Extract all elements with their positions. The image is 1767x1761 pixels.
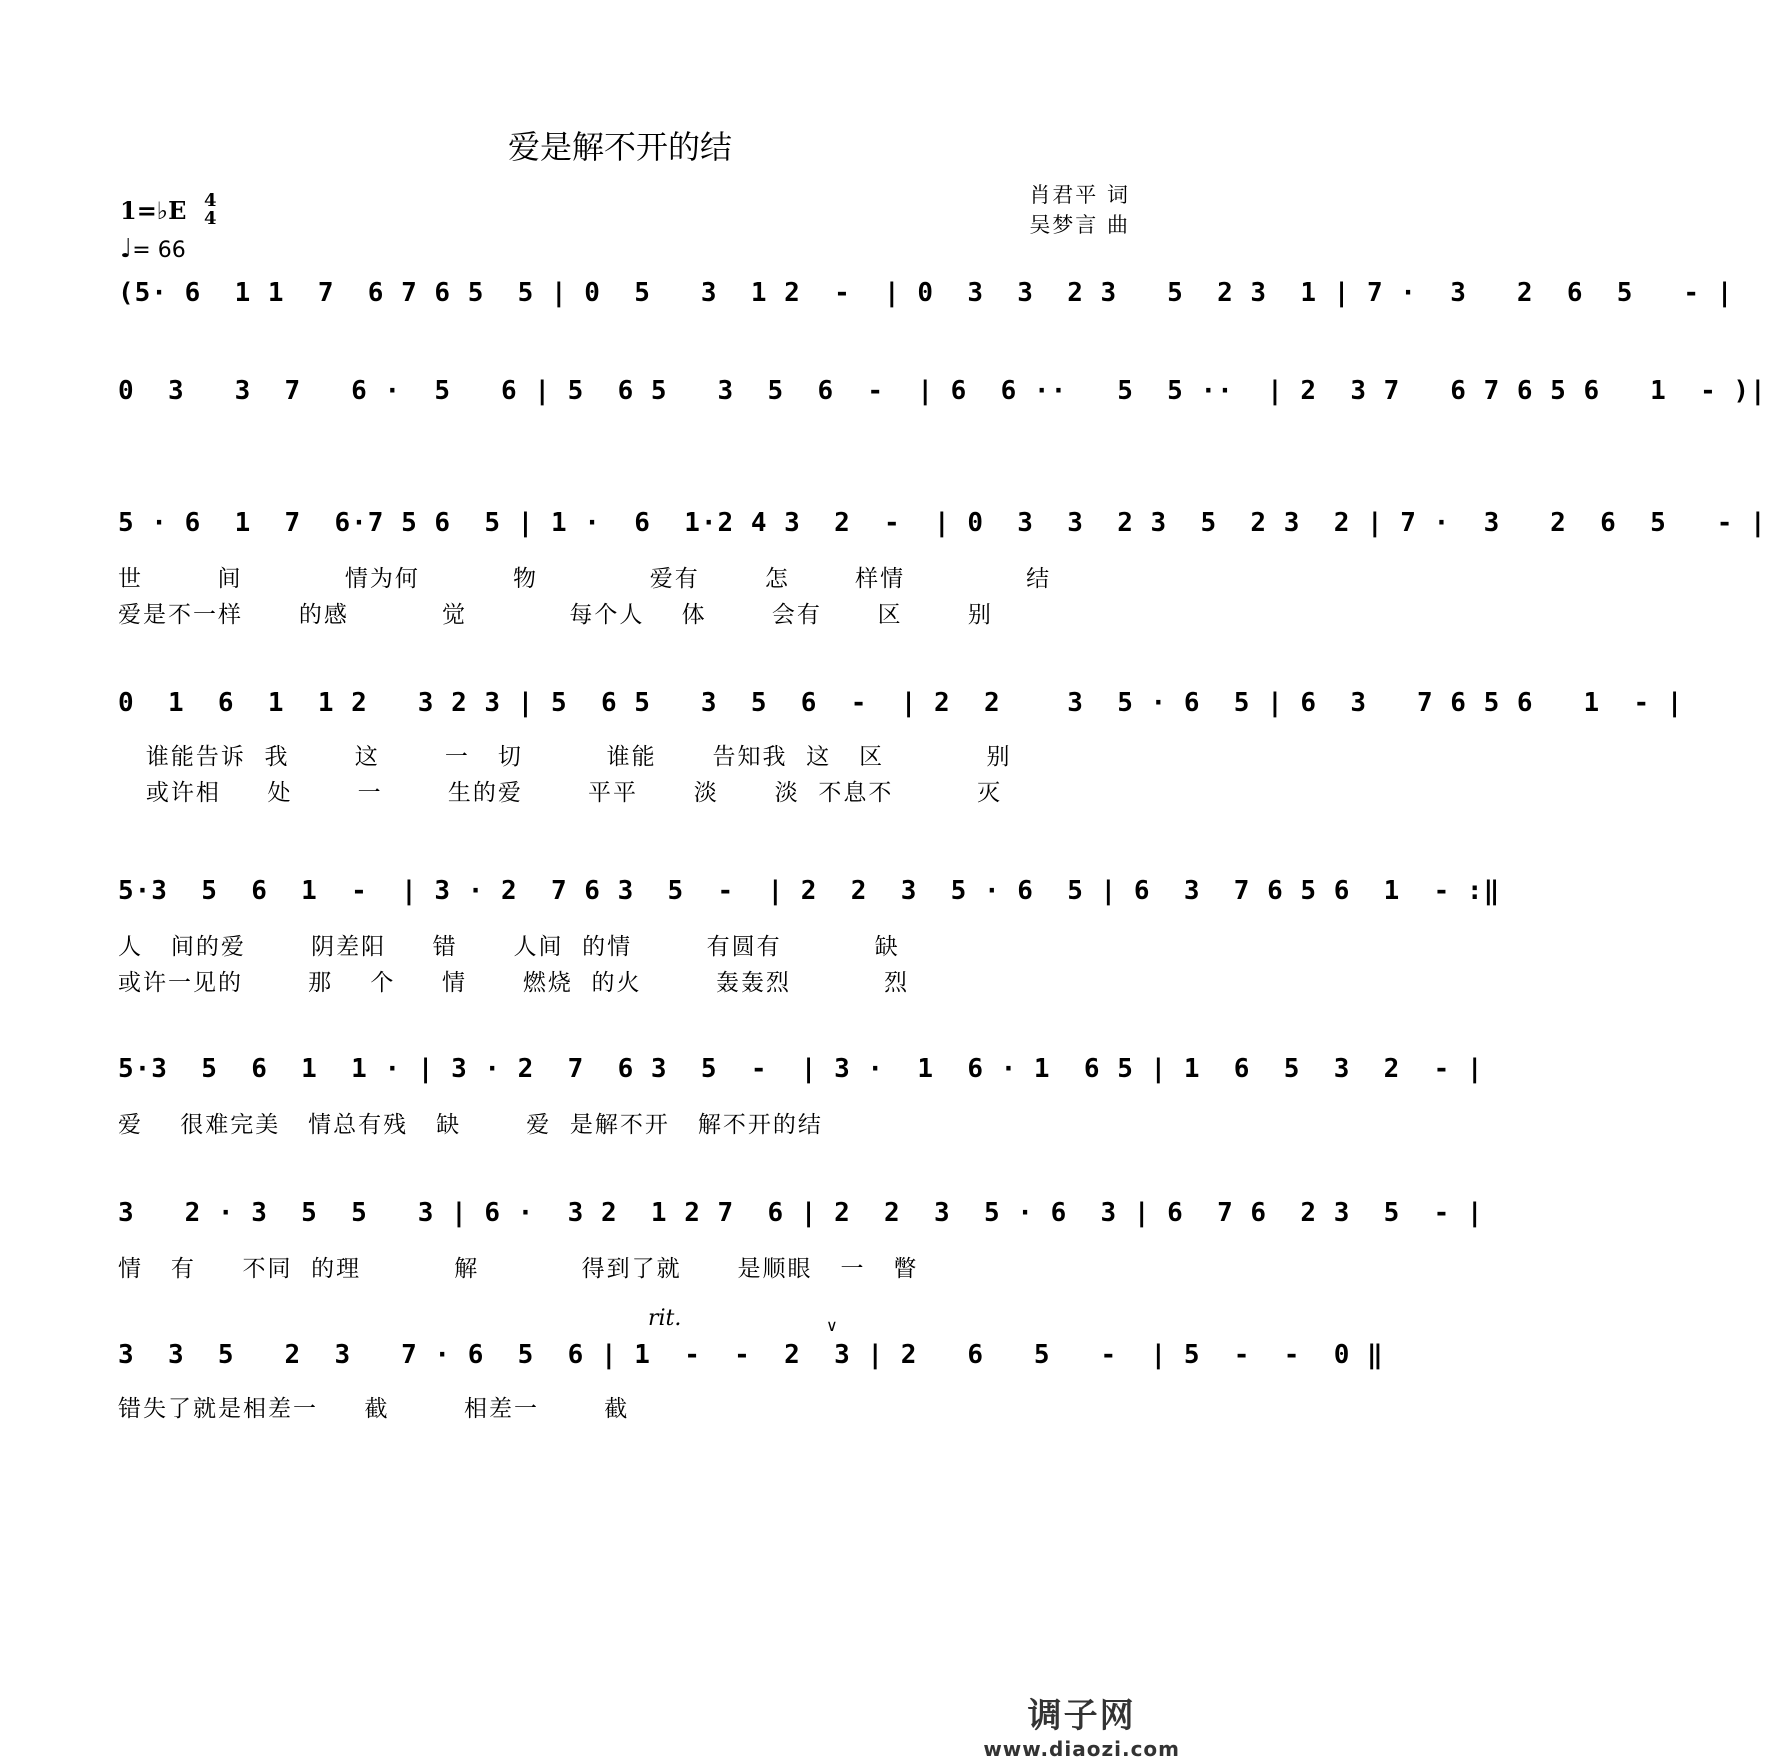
composer-credit: 吴梦言 曲 xyxy=(1029,213,1130,237)
credits xyxy=(1029,180,1130,240)
score-line-6: 5·3 5 6 1 1 · | 3 · 2 7 6 3 5 - | 3 · 1 6 · 1 6 5 | 1 6 5 3 2 - | xyxy=(118,1054,1484,1084)
lyric-line-6: 错失了就是相差一 截 相差一 截 xyxy=(118,1396,630,1422)
lyric-line-4: 爱 很难完美 情总有残 缺 爱 是解不开 解不开的结 xyxy=(118,1112,823,1138)
lyric-line-5: 情 有 不同 的理 解 得到了就 是顺眼 一 瞥 xyxy=(118,1256,919,1282)
tempo-value: = 66 xyxy=(132,238,186,263)
score-line-2: 0 3 3 7 6 · 5 6 | 5 6 5 3 5 6 - | 6 6 ·· 5 5 ·· | 2 3 7 6 7 6 5 6 1 - )| xyxy=(118,376,1767,406)
time-signature-top: 4 xyxy=(204,190,217,211)
watermark xyxy=(983,1688,1180,1761)
score-line-8: 3 3 5 2 3 7 · 6 5 6 | 1 - - 2 3 | 2 6 5 - | 5 - - 0 ‖ xyxy=(118,1340,1384,1370)
watermark-name: 调子网 xyxy=(1027,1696,1136,1736)
score-line-4: 0 1 6 1 1 2 3 2 3 | 5 6 5 3 5 6 - | 2 2 3 5 · 6 5 | 6 3 7 6 5 6 1 - | xyxy=(118,688,1684,718)
quarter-note-icon: ♩ xyxy=(120,234,133,264)
tempo-marking xyxy=(120,234,186,264)
lyric-line-1b: 爱是不一样 的感 觉 每个人 体 会有 区 别 xyxy=(118,602,993,628)
lyric-line-2a: 谁能告诉 我 这 一 切 谁能 告知我 这 区 别 xyxy=(118,744,1012,770)
score-line-7: 3 2 · 3 5 5 3 | 6 · 3 2 1 2 7 6 | 2 2 3 5 · 6 3 | 6 7 6 2 3 5 - | xyxy=(118,1198,1484,1228)
lyric-line-3b: 或许一见的 那 个 情 燃烧 的火 轰轰烈 烈 xyxy=(118,970,910,996)
lyric-line-1a: 世 间 情为何 物 爱有 怎 样情 结 xyxy=(118,566,1052,592)
lyric-line-3a: 人 间的爱 阴差阳 错 人间 的情 有圆有 缺 xyxy=(118,934,900,960)
watermark-url: www.diaozi.com xyxy=(983,1737,1180,1761)
score-line-5: 5·3 5 6 1 - | 3 · 2 7 6 3 5 - | 2 2 3 5 · 6 5 | 6 3 7 6 5 6 1 - :‖ xyxy=(118,876,1501,906)
page-title: 爱是解不开的结 xyxy=(507,128,732,166)
score-line-3: 5 · 6 1 7 6·7 5 6 5 | 1 · 6 1·2 4 3 2 - | 0 3 3 2 3 5 2 3 2 | 7 · 3 2 6 5 - | xyxy=(118,508,1767,538)
lyric-line-2b: 或许相 处 一 生的爱 平平 淡 淡 不息不 灭 xyxy=(118,780,1003,806)
breath-mark-icon: ∨ xyxy=(826,1316,838,1335)
rit-marking: rit. xyxy=(648,1306,682,1331)
key-signature: 1=♭E xyxy=(120,196,187,225)
score-line-1: (5· 6 1 1 7 6 7 6 5 5 | 0 5 3 1 2 - | 0 3 3 2 3 5 2 3 1 | 7 · 3 2 6 5 - | xyxy=(118,278,1734,308)
time-signature-bottom: 4 xyxy=(204,208,217,229)
lyricist-credit: 肖君平 词 xyxy=(1029,183,1130,207)
time-signature xyxy=(204,192,217,228)
